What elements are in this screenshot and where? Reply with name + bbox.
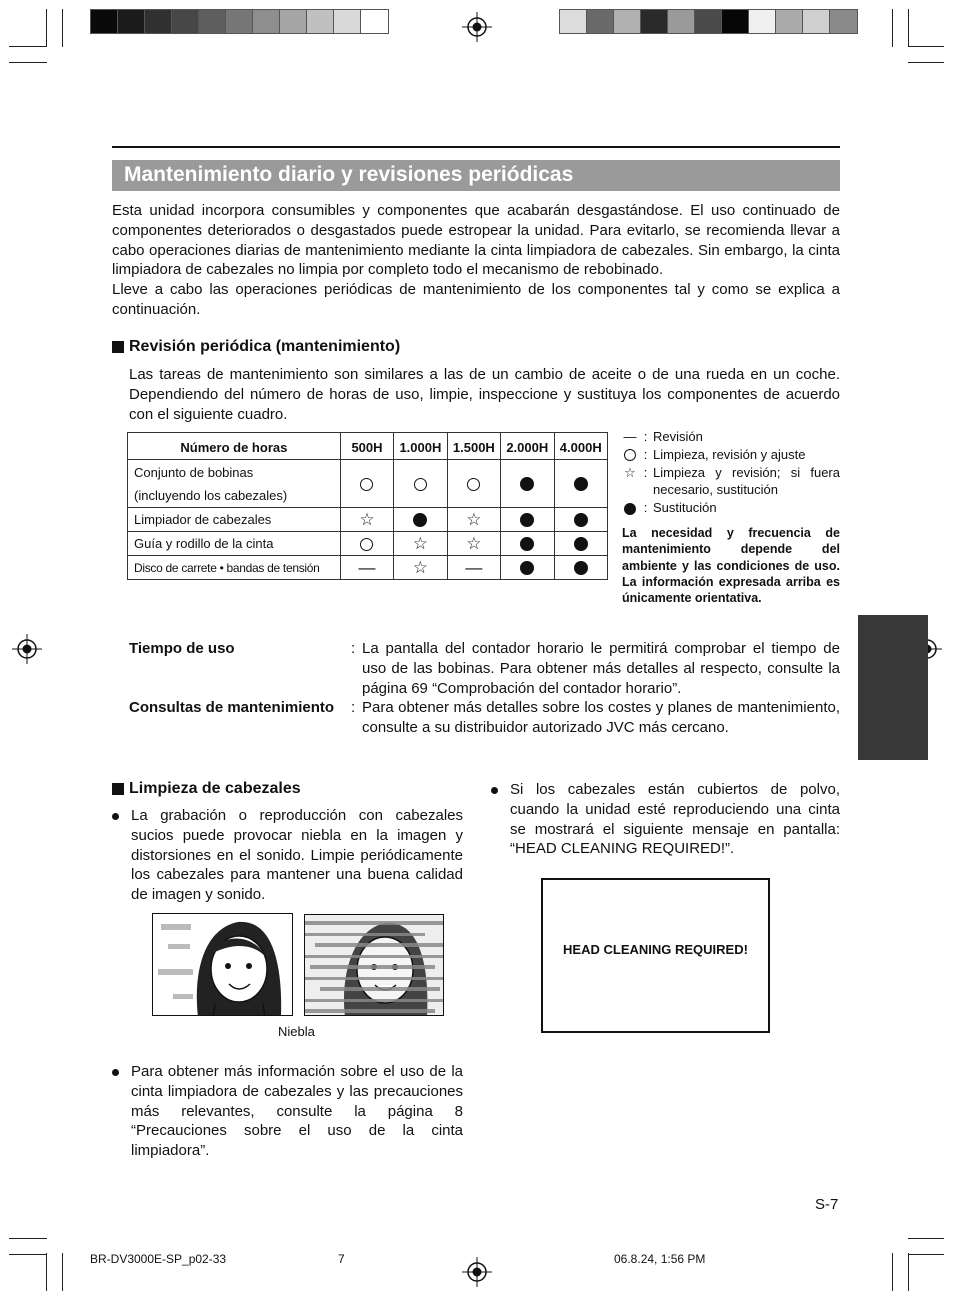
- definition-usage-time: Tiempo de uso : La pantalla del contador horario le permitirá comprobar el tiempo de uso de las bobinas. Para obtener más detalles al respecto, consulte la página 69 “Comprobación del contador horario”.: [129, 640, 840, 697]
- dot-icon: [554, 460, 607, 508]
- table-row: Conjunto de bobinas (incluyendo los cabezales): [128, 460, 608, 508]
- crop-mark: [908, 1254, 944, 1255]
- circle-icon: [340, 460, 393, 508]
- crop-mark: [62, 1253, 63, 1291]
- crop-mark: [892, 9, 893, 47]
- definition-maintenance: Consultas de mantenimiento : Para obtener más detalles sobre los costes y planes de mantenimiento, consulte a su distribuidor autorizado JVC más cercano.: [129, 699, 840, 736]
- registration-mark-icon: [462, 12, 492, 42]
- gray-swatch-bar-left: [90, 9, 389, 34]
- crop-mark: [908, 46, 944, 47]
- table-header: Número de horas 500H 1.000H 1.500H 2.000H 4.000H: [128, 433, 608, 460]
- circle-icon: [447, 460, 500, 508]
- crop-mark: [9, 62, 47, 63]
- registration-mark-icon: [12, 634, 42, 664]
- registration-mark-icon: [462, 1257, 492, 1287]
- table-row: Disco de carrete • bandas de tensión — ☆ —: [128, 556, 608, 580]
- footer-sheet: 7: [338, 1252, 345, 1266]
- dash-icon: —: [447, 556, 500, 580]
- section-heading-cleaning: Limpieza de cabezales: [112, 780, 301, 798]
- dot-icon: [554, 508, 607, 532]
- crop-mark: [908, 1238, 944, 1239]
- footer-date: 06.8.24, 1:56 PM: [614, 1252, 706, 1266]
- on-screen-message-box: [541, 878, 770, 1033]
- crop-mark: [9, 46, 47, 47]
- dot-icon: [501, 508, 554, 532]
- star-icon: ☆: [624, 464, 636, 480]
- square-bullet-icon: [112, 783, 124, 795]
- section-heading-revision: Revisión periódica (mantenimiento): [112, 338, 400, 356]
- star-icon: ☆: [394, 532, 447, 556]
- crop-mark: [908, 1253, 909, 1291]
- circle-icon: [394, 460, 447, 508]
- bullet-icon: [112, 813, 119, 820]
- star-icon: ☆: [447, 532, 500, 556]
- crop-mark: [908, 62, 944, 63]
- bullet-item: La grabación o reproducción con cabezales sucios puede provocar niebla en la imagen y distorsiones en el sonido. Limpie periódicamente los cabezales para mantener una buena calidad de imagen y sonido.: [131, 806, 463, 905]
- bullet-icon: [491, 787, 498, 794]
- screen-message: HEAD CLEANING REQUIRED!: [563, 942, 748, 957]
- crop-mark: [9, 1254, 47, 1255]
- dot-icon: [554, 532, 607, 556]
- square-bullet-icon: [112, 341, 124, 353]
- intro-paragraph: Esta unidad incorpora consumibles y componentes que acabarán desgastándose. El uso continuado de componentes deteriorados o desgastados puede estropear la unidad. Para evitarlo, se recomienda llevar a cabo operaciones diarias de mantenimiento mediante la cinta limpiadora de cabezales. Sin embargo, la cinta limpiadora de cabezales no limpia por completo todo el mecanismo de rebobinado. Lleve a cabo las operaciones periódicas de mantenimiento de los componentes tal y como se explica a continuación.: [112, 202, 840, 318]
- dot-icon: [624, 503, 636, 515]
- dot-icon: [501, 460, 554, 508]
- maintenance-table: [127, 432, 608, 580]
- crop-mark: [908, 9, 909, 47]
- crop-mark: [9, 1238, 47, 1239]
- revision-paragraph: Las tareas de mantenimiento son similares a las de un cambio de aceite o de una rueda en un coche. Dependiendo del número de horas de uso, limpie, inspeccione y sustituya los componentes de acuerdo con el siguiente cuadro.: [129, 366, 840, 423]
- table-row: Guía y rodillo de la cinta ☆ ☆: [128, 532, 608, 556]
- bullet-item: Si los cabezales están cubiertos de polvo, cuando la unidad esté reproduciendo una cinta se mostrará el siguiente mensaje en pantalla: “HEAD CLEANING REQUIRED!”.: [510, 780, 840, 859]
- star-icon: ☆: [340, 508, 393, 532]
- star-icon: ☆: [447, 508, 500, 532]
- noisy-image-illustration: [304, 914, 444, 1016]
- legend: — : Revisión : Limpieza, revisión y ajuste ☆ : Limpieza y revisión; si fuera necesario, sustitución : Sustitución La necesidad y frecuencia de mantenimiento depende del ambiente y las condiciones de uso. La información expresada arriba es únicamente orientativa.: [622, 429, 840, 606]
- dot-icon: [501, 556, 554, 580]
- crop-mark: [46, 9, 47, 47]
- clean-image-illustration: [152, 913, 293, 1016]
- table-row: Limpiador de cabezales ☆ ☆: [128, 508, 608, 532]
- legend-note: La necesidad y frecuencia de mantenimiento depende del ambiente y las condiciones de uso. La información expresada arriba es únicamente orientativa.: [622, 525, 840, 606]
- footer-file: BR-DV3000E-SP_p02-33: [90, 1252, 227, 1266]
- dot-icon: [394, 508, 447, 532]
- circle-icon: [340, 532, 393, 556]
- header-rule: [112, 146, 840, 148]
- bullet-icon: [112, 1069, 119, 1076]
- dot-icon: [554, 556, 607, 580]
- page-title: Mantenimiento diario y revisiones periódicas: [112, 160, 840, 191]
- section-tab: [858, 615, 928, 760]
- circle-icon: [624, 449, 636, 461]
- dot-icon: [501, 532, 554, 556]
- crop-mark: [62, 9, 63, 47]
- crop-mark: [892, 1253, 893, 1291]
- dash-icon: —: [340, 556, 393, 580]
- gray-swatch-bar-right: [559, 9, 858, 34]
- image-caption: Niebla: [278, 1024, 315, 1039]
- bullet-item: Para obtener más información sobre el uso de la cinta limpiadora de cabezales y las precauciones más relevantes, consulte la página 8 “Precauciones sobre el uso de la cinta limpiadora”.: [131, 1062, 463, 1161]
- star-icon: ☆: [394, 556, 447, 580]
- page-number: S-7: [815, 1196, 839, 1213]
- crop-mark: [46, 1253, 47, 1291]
